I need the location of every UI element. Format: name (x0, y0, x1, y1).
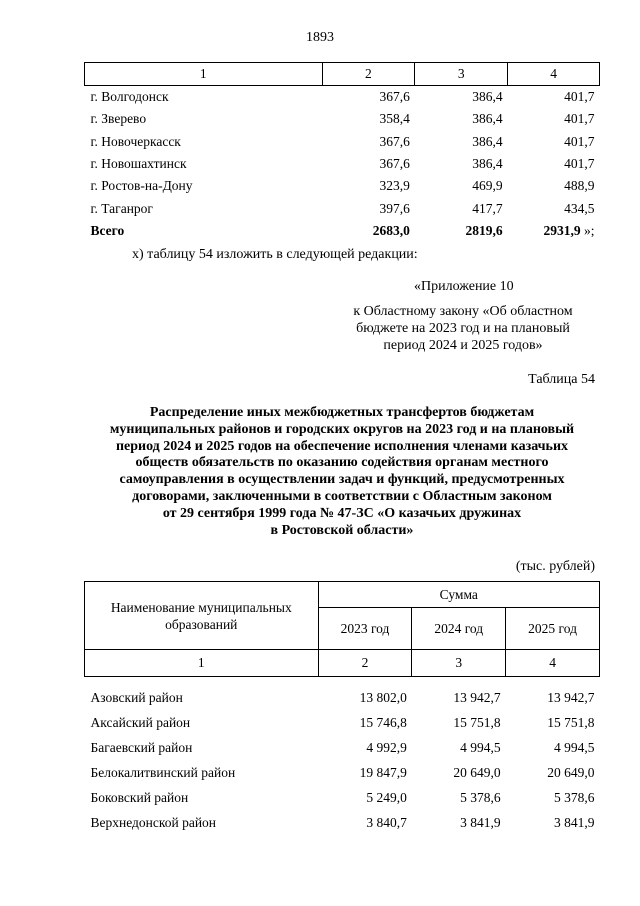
row-value: 367,6 (379, 156, 410, 172)
continuation-table-header (85, 63, 600, 86)
row-value: 5 378,6 (460, 789, 501, 805)
row-value: 469,9 (472, 178, 503, 194)
table-title-line: от 29 сентября 1999 года № 47-ЗС «О казачьих дружинах (162, 505, 522, 521)
header-cell: 1 (85, 63, 323, 86)
row-value: 20 649,0 (547, 764, 595, 780)
row-value: 4 994,5 (460, 739, 501, 755)
row-value: 3 841,9 (460, 814, 501, 830)
row-value: 15 746,8 (359, 714, 407, 730)
table-title-line: самоуправления в осуществлении задач и функций, предусмотренных (119, 472, 565, 488)
table-header-row (85, 582, 600, 608)
column-number-row (85, 650, 600, 677)
row-name: Багаевский район (90, 739, 193, 755)
table-title-line: в Ростовской области» (270, 522, 414, 538)
row-name: Азовский район (90, 689, 183, 705)
table-title-line: муниципальных районов и городских округов на 2023 год и на плановый (109, 421, 575, 437)
column-number: 4 (506, 650, 600, 677)
row-name: Верхнедонской район (90, 814, 217, 830)
table-row (85, 86, 600, 109)
row-value: 401,7 (564, 156, 595, 172)
row-value: 3 840,7 (366, 814, 407, 830)
table-title (84, 405, 600, 539)
transfers-table (84, 581, 600, 835)
table-row (85, 153, 600, 175)
row-value: 4 992,9 (366, 739, 407, 755)
column-header-name (85, 582, 319, 650)
row-value: 15 751,8 (547, 714, 595, 730)
row-value: 3 841,9 (554, 814, 595, 830)
row-value: 5 378,6 (554, 789, 595, 805)
row-value: 367,6 (379, 89, 410, 105)
table-row (85, 760, 600, 785)
column-number: 1 (85, 650, 319, 677)
column-header-line: Наименование муниципальных (110, 599, 292, 615)
row-value: 417,7 (472, 200, 503, 216)
row-value: 20 649,0 (453, 764, 501, 780)
row-value: 15 751,8 (453, 714, 501, 730)
column-header-year: 2023 год (318, 608, 412, 650)
row-value: 358,4 (379, 111, 410, 127)
row-name: г. Ростов-на-Дону (90, 178, 193, 194)
table-row (85, 131, 600, 153)
closing-quote: »; (580, 222, 595, 238)
row-value: 488,9 (564, 178, 595, 194)
row-value: 401,7 (564, 111, 595, 127)
row-value: 13 942,7 (547, 689, 595, 705)
table-row (85, 108, 600, 130)
amendment-paragraph: х) таблицу 54 изложить в следующей редакции: (132, 247, 418, 262)
column-header-year: 2024 год (412, 608, 506, 650)
appendix-reference-line: к Областному закону «Об областном (353, 304, 573, 319)
row-name: г. Зверево (90, 111, 147, 127)
row-value: 367,6 (379, 133, 410, 149)
column-number: 3 (412, 650, 506, 677)
continuation-table (84, 62, 600, 242)
row-value: 386,4 (472, 89, 503, 105)
table-row (85, 197, 600, 219)
row-value: 5 249,0 (366, 789, 407, 805)
table-row (85, 710, 600, 735)
table-label: Таблица 54 (528, 372, 595, 387)
table-title-line: Распределение иных межбюджетных трансфертов бюджетам (149, 405, 535, 420)
row-name: Боковский район (90, 789, 189, 805)
total-value-2025: 2931,9 (543, 222, 581, 238)
table-row (85, 735, 600, 760)
appendix-reference-line: бюджете на 2023 год и на плановый (356, 321, 570, 336)
row-name: г. Таганрог (90, 200, 153, 216)
page-number: 1893 (306, 30, 334, 45)
row-value: 13 942,7 (453, 689, 501, 705)
column-header-sum: Сумма (318, 582, 599, 608)
appendix-reference (320, 303, 606, 354)
total-value: 2819,6 (465, 222, 503, 238)
row-value: 386,4 (472, 111, 503, 127)
row-value: 386,4 (472, 156, 503, 172)
row-name: Белокалитвинский район (90, 764, 236, 780)
column-header-line: образований (165, 616, 238, 632)
row-value: 323,9 (379, 178, 410, 194)
appendix-title: «Приложение 10 (414, 279, 514, 294)
row-value: 401,7 (564, 89, 595, 105)
total-value: 2683,0 (372, 222, 410, 238)
row-value: 13 802,0 (359, 689, 407, 705)
row-name: г. Новочеркасск (90, 133, 181, 149)
row-name: г. Новошахтинск (90, 156, 187, 172)
total-row (85, 220, 600, 242)
row-value: 19 847,9 (359, 764, 407, 780)
table-row (85, 175, 600, 197)
total-label: Всего (90, 222, 125, 238)
header-cell: 3 (415, 63, 508, 86)
header-cell: 2 (322, 63, 415, 86)
row-value: 386,4 (472, 133, 503, 149)
appendix-reference-line: период 2024 и 2025 годов» (383, 338, 543, 353)
row-value: 434,5 (564, 200, 595, 216)
table-title-line: период 2024 и 2025 годов на обеспечение исполнения членами казачьих (115, 438, 569, 454)
table-title-line: договорами, заключенными в соответствии с Областным законом (132, 488, 552, 504)
table-row (85, 810, 600, 835)
column-number: 2 (318, 650, 412, 677)
row-name: г. Волгодонск (90, 89, 169, 105)
total-value (508, 220, 600, 242)
row-value: 397,6 (379, 200, 410, 216)
row-value: 4 994,5 (554, 739, 595, 755)
header-cell: 4 (508, 63, 600, 86)
column-header-year: 2025 год (506, 608, 600, 650)
units-label: (тыс. рублей) (515, 559, 595, 574)
row-value: 401,7 (564, 133, 595, 149)
table-row (85, 677, 600, 711)
table-row (85, 785, 600, 810)
table-title-line: обществ обязательств по оказанию содействия органам местного (135, 455, 549, 471)
row-name: Аксайский район (90, 714, 191, 730)
